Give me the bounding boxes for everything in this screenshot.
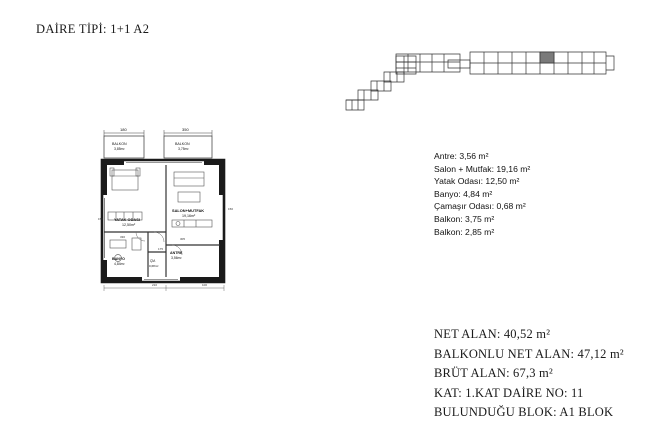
svg-text:100: 100 — [202, 283, 208, 287]
area-item-camasir-odasi: Çamaşır Odası: 0,68 m² — [434, 201, 526, 212]
svg-text:BALKON: BALKON — [175, 142, 190, 146]
svg-text:150: 150 — [98, 217, 104, 221]
svg-text:BANYO: BANYO — [112, 257, 125, 261]
svg-text:210: 210 — [152, 283, 158, 287]
svg-text:175: 175 — [158, 247, 164, 251]
svg-text:350: 350 — [182, 127, 189, 132]
svg-text:180: 180 — [120, 127, 127, 132]
summary-block — [434, 325, 624, 423]
svg-text:YATAK ODASI: YATAK ODASI — [114, 217, 140, 222]
svg-text:3,56m²: 3,56m² — [171, 256, 182, 260]
svg-text:3,75m²: 3,75m² — [178, 147, 189, 151]
area-item-balkon-1: Balkon: 3,75 m² — [434, 213, 495, 224]
area-item-yatak-odasi: Yatak Odası: 12,50 m² — [434, 176, 520, 187]
floor-plan — [92, 120, 262, 295]
summary-balkonlu-net-alan: BALKONLU NET ALAN: 47,12 m² — [434, 346, 624, 361]
area-item-balkon-2: Balkon: 2,85 m² — [434, 226, 495, 237]
area-item-antre: Antre: 3,56 m² — [434, 151, 489, 161]
svg-text:305: 305 — [180, 237, 186, 241]
svg-text:ÇM.: ÇM. — [150, 259, 156, 263]
svg-text:ANTRE: ANTRE — [170, 251, 183, 255]
summary-brut-alan: BRÜT ALAN: 67,3 m² — [434, 366, 553, 380]
summary-kat-daire-no: KAT: 1.KAT DAİRE NO: 11 — [434, 385, 584, 400]
svg-text:12,50m²: 12,50m² — [122, 223, 136, 227]
keyplan-highlighted-unit — [540, 52, 554, 63]
svg-text:150: 150 — [228, 207, 234, 211]
svg-text:330: 330 — [120, 235, 126, 239]
svg-text:3,85m²: 3,85m² — [114, 147, 125, 151]
area-item-banyo: Banyo: 4,84 m² — [434, 188, 493, 199]
summary-blok: BULUNDUĞU BLOK: A1 BLOK — [434, 405, 614, 419]
svg-text:0,68m²: 0,68m² — [149, 264, 159, 268]
area-item-salon-mutfak: Salon + Mutfak: 19,16 m² — [434, 163, 531, 174]
summary-net-alan: NET ALAN: 40,52 m² — [434, 327, 551, 341]
svg-text:19,16m²: 19,16m² — [182, 214, 196, 218]
room-area-list — [434, 150, 530, 238]
svg-text:SALON+MUTFAK: SALON+MUTFAK — [172, 208, 205, 213]
svg-text:BALKON: BALKON — [112, 142, 127, 146]
svg-text:4,84m²: 4,84m² — [114, 262, 125, 266]
keyplan-diagram — [338, 48, 618, 120]
page-title: DAİRE TİPİ: 1+1 A2 — [36, 22, 150, 36]
